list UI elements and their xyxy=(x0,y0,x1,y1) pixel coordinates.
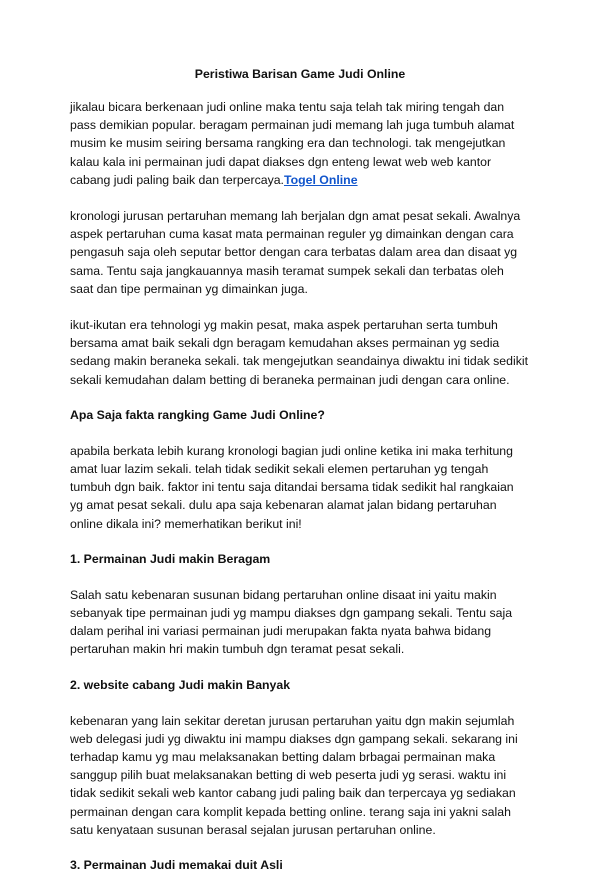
togel-online-link[interactable]: Togel Online xyxy=(283,172,358,187)
heading-permainan-beragam: 1. Permainan Judi makin Beragam xyxy=(70,551,271,566)
intro-paragraph xyxy=(70,98,530,189)
heading-duit-asli: 3. Permainan Judi memakai duit Asli xyxy=(70,858,283,873)
heading-website-cabang: 2. website cabang Judi makin Banyak xyxy=(70,677,291,692)
heading-fakta-rangking: Apa Saja fakta rangking Game Judi Online? xyxy=(70,407,325,422)
paragraph-4: apabila berkata lebih kurang kronologi bagian judi online ketika ini maka terhitung amat luar lazim sekali. telah tidak sedikit sekali elemen pertaruhan yg tengah tumbuh dgn baik. faktor ini tentu saja ditandai bersama tidak sedikit hal rangkaian yg amat pesat sekali. dulu apa saja kebenaran alamat jalan bidang pertaruhan online dikala ini? memerhatikan berikut ini! xyxy=(70,443,514,531)
paragraph-5: Salah satu kebenaran susunan bidang pertaruhan online disaat ini yaitu makin sebanyak tipe permainan judi yg mampu diakses dgn gampang sekali. Tentu saja dalam perihal ini variasi permainan judi merupakan fakta nyata bahwa bidang pertaruhan makin hri makin tumbuh dgn teramat pesat sekali. xyxy=(70,587,513,657)
paragraph-6: kebenaran yang lain sekitar deretan jurusan pertaruhan yaitu dgn makin sejumlah web delegasi judi yg diwaktu ini mampu diakses dgn gampang sekali. sekarang ini terhadap kamu yg mau melaksanakan betting dalam brbagai permainan maka sanggup pilih buat melaksanakan betting di web peserta judi yg serasi. waktu ini tidak sedikit sekali web kantor cabang judi paling baik dan terpercaya yg sediakan permainan dengan cara komplit kepada betting online. terang saja ini yakni salah satu kenyataan susunan berasal sejalan jurusan pertaruhan online. xyxy=(70,713,518,837)
document-title: Peristiwa Barisan Game Judi Online xyxy=(194,67,406,81)
paragraph-3: ikut-ikutan era tehnologi yg makin pesat, maka aspek pertaruhan serta tumbuh bersama amat baik sekali dgn beragam kemudahan akses permainan yg sedia sedang makin beraneka sekali. tak mengejutkan seandainya diwaktu ini tidak sedikit sekali kemudahan dalam betting di beraneka permainan judi dengan cara online. xyxy=(70,318,528,387)
intro-text: jikalau bicara berkenaan judi online maka tentu saja telah tak miring tengah dan pass demikian popular. beragam permainan judi memang lah juga tumbuh alamat musim ke musim seiring bersama rangking era dan technologi. tak mengejutkan kalau kala ini permainan judi dapat diakses dgn enteng lewat web web kantor cabang judi paling baik dan terpercaya. xyxy=(70,100,515,187)
paragraph-2: kronologi jurusan pertaruhan memang lah berjalan dgn amat pesat sekali. Awalnya aspek pertaruhan cuma kasat mata permainan reguler yg dimainkan dengan cara pengasuh saja oleh seputar bettor dengan cara terbatas dalam area dan disaat yg sama. Tentu saja jangkauannya masih teramat sumpek sekali dan terbatas oleh saat dan tipe permainan yg dimainkan juga. xyxy=(70,209,521,296)
